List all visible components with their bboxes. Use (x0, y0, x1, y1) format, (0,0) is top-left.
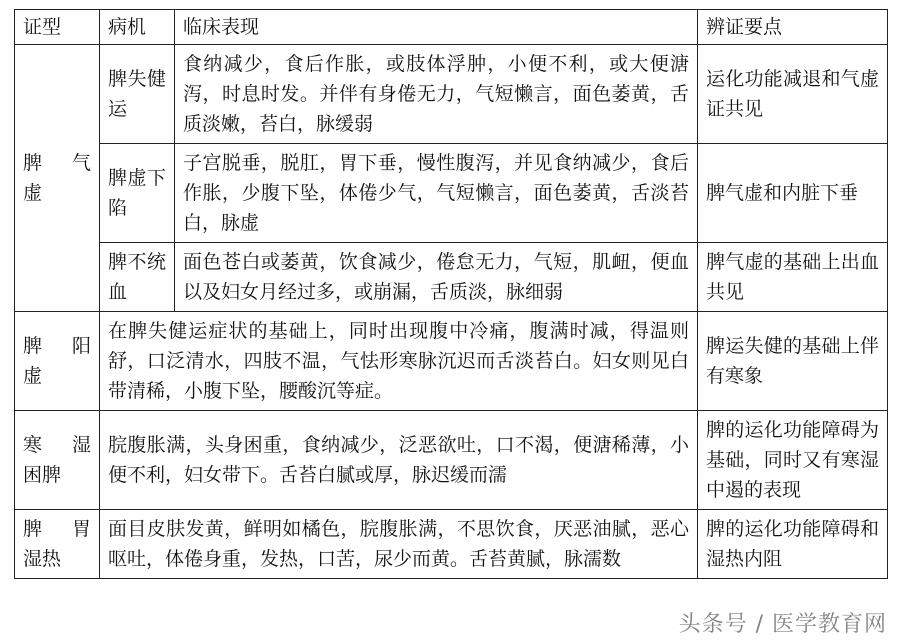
header-mechanism: 病机 (100, 10, 175, 45)
header-clinical: 临床表现 (175, 10, 698, 45)
clinical-cell: 脘腹胀满，头身困重，食纳减少，泛恶欲吐，口不渴，便溏稀薄，小便不利，妇女带下。舌苔白腻或厚，脉迟缓而濡 (100, 411, 698, 510)
key-points-cell: 脾运失健的基础上伴有寒象 (698, 312, 888, 411)
watermark: 头条号 / 医学教育网 (678, 612, 887, 637)
clinical-cell: 子宫脱垂，脱肛，胃下垂，慢性腹泻，并见食纳减少，食后作胀，少腹下坠，体倦少气，气短懒言，面色萎黄，舌淡苔白，脉虚 (175, 144, 698, 243)
syndrome-type-cell: 脾 阳虚 (15, 312, 100, 411)
header-row (15, 10, 888, 45)
key-points-cell: 运化功能减退和气虚证共见 (698, 45, 888, 144)
table-row (15, 510, 888, 579)
table-row (15, 45, 888, 144)
syndrome-type-cell: 脾 胃湿热 (15, 510, 100, 579)
key-points-cell: 脾气虚的基础上出血共见 (698, 243, 888, 312)
mechanism-cell: 脾不统血 (100, 243, 175, 312)
syndrome-table (14, 9, 888, 579)
table-row (15, 243, 888, 312)
clinical-cell: 食纳减少，食后作胀，或肢体浮肿，小便不利，或大便溏泻，时息时发。并伴有身倦无力，气短懒言，面色萎黄，舌质淡嫩，苔白，脉缓弱 (175, 45, 698, 144)
clinical-cell: 在脾失健运症状的基础上，同时出现腹中冷痛，腹满时减，得温则舒，口泛清水，四肢不温，气怯形寒脉沉迟而舌淡苔白。妇女则见白带清稀，小腹下坠，腰酸沉等症。 (100, 312, 698, 411)
syndrome-type-cell: 寒 湿困脾 (15, 411, 100, 510)
table-row (15, 411, 888, 510)
table-row (15, 144, 888, 243)
table-row (15, 312, 888, 411)
header-key-points: 辨证要点 (698, 10, 888, 45)
key-points-cell: 脾的运化功能障碍为基础，同时又有寒湿中遏的表现 (698, 411, 888, 510)
header-type: 证型 (15, 10, 100, 45)
key-points-cell: 脾的运化功能障碍和湿热内阻 (698, 510, 888, 579)
syndrome-type-cell: 脾 气虚 (15, 45, 100, 312)
mechanism-cell: 脾虚下陷 (100, 144, 175, 243)
clinical-cell: 面色苍白或萎黄，饮食减少，倦怠无力，气短，肌衄，便血以及妇女月经过多，或崩漏，舌质淡，脉细弱 (175, 243, 698, 312)
mechanism-cell: 脾失健运 (100, 45, 175, 144)
clinical-cell: 面目皮肤发黄，鲜明如橘色，脘腹胀满，不思饮食，厌恶油腻，恶心呕吐，体倦身重，发热，口苦，尿少而黄。舌苔黄腻，脉濡数 (100, 510, 698, 579)
key-points-cell: 脾气虚和内脏下垂 (698, 144, 888, 243)
